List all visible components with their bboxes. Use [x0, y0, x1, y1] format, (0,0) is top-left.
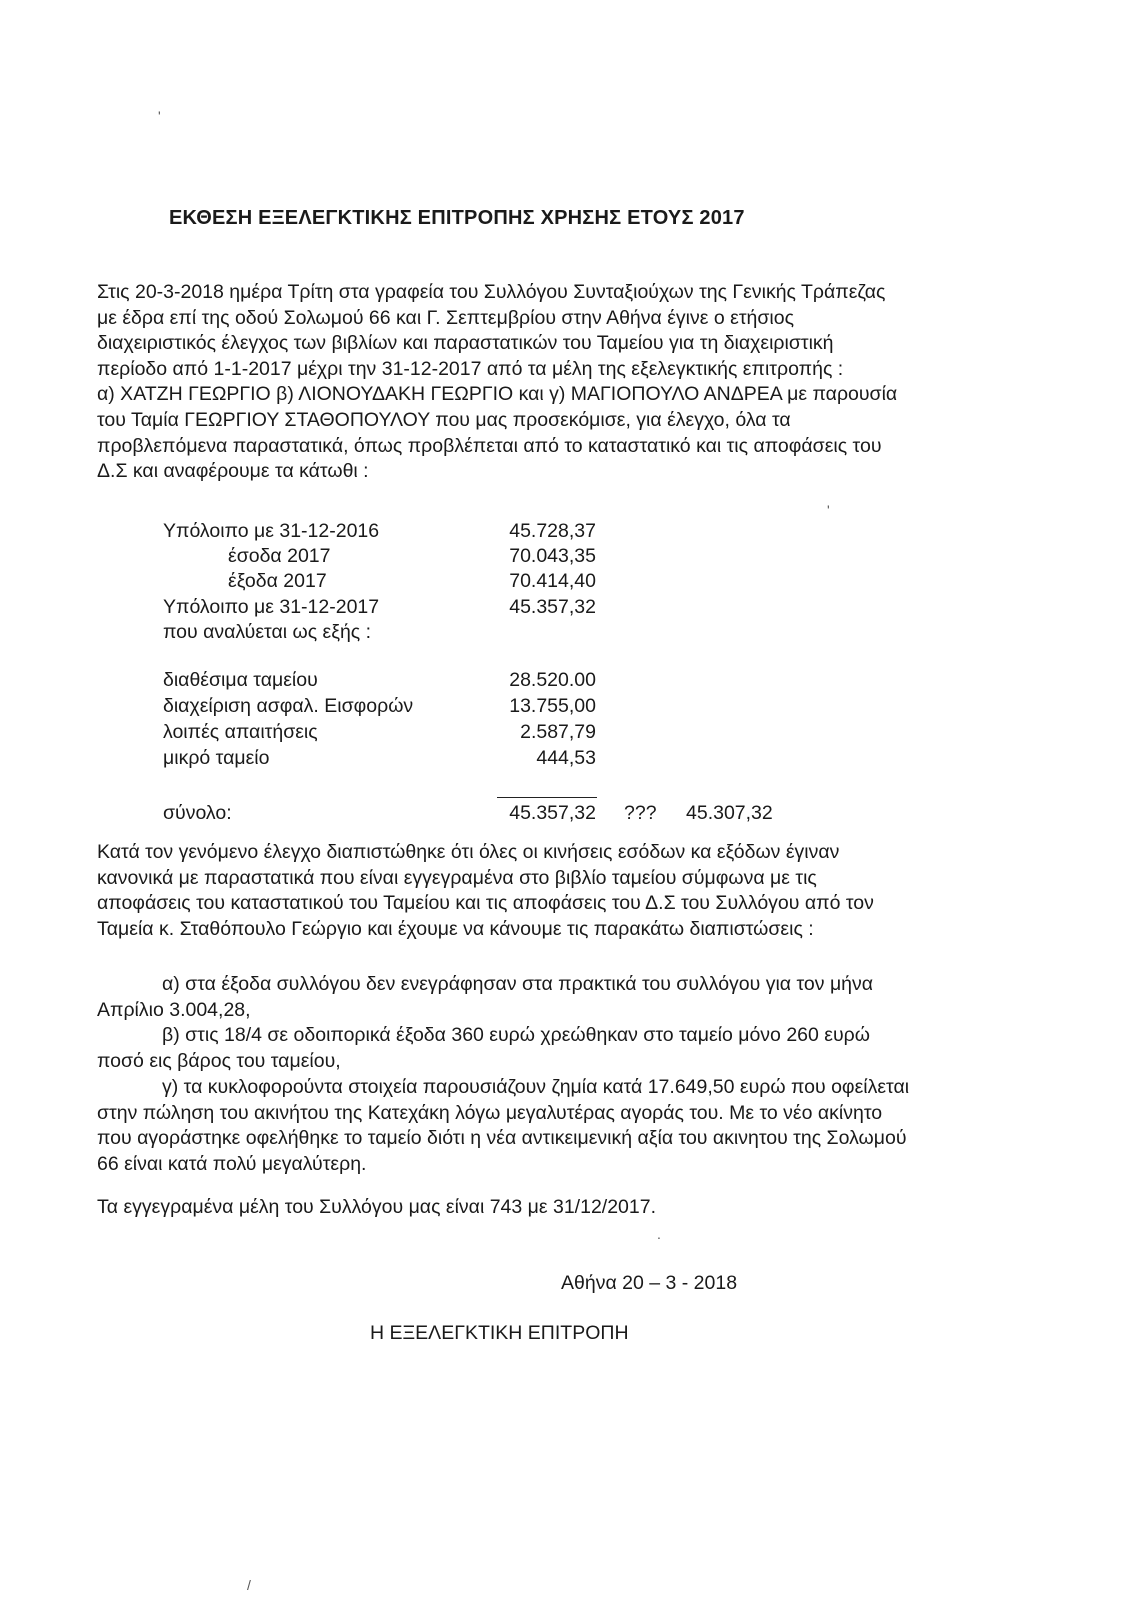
ledger-value: 45.357,32 [509, 596, 596, 618]
finding-line: ποσό εις βάρος του ταμείου, [97, 1049, 341, 1072]
document-title: ΕΚΘΕΣΗ ΕΞΕΛΕΓΚΤΙΚΗΣ ΕΠΙΤΡΟΠΗΣ ΧΡΗΣΗΣ ΕΤΟΥΣ 2017 [169, 207, 745, 229]
findings-line: αποφάσεις του καταστατικού του Ταμείου και τις αποφάσεις του Δ.Σ του Συλλόγου από τον [97, 892, 874, 915]
place-date: Αθήνα 20 – 3 - 2018 [561, 1272, 738, 1294]
ledger-total-value: 45.357,32 [509, 802, 596, 824]
intro-line: περίοδο από 1-1-2017 μέχρι την 31-12-2017 από τα μέλη της εξελεγκτικής επιτροπής : [97, 357, 844, 380]
intro-line: Στις 20-3-2018 ημέρα Τρίτη στα γραφεία του Συλλόγου Συνταξιούχων της Γενικής Τράπεζας [97, 281, 886, 303]
intro-paragraph [97, 280, 897, 485]
sum-divider [497, 797, 597, 798]
ledger-label: που αναλύεται ως εξής : [163, 621, 372, 643]
ledger-value: 45.728,37 [509, 520, 596, 542]
ledger-value: 2.587,79 [520, 721, 596, 743]
ledger-value: 13.755,00 [509, 695, 596, 717]
ledger-value: 70.043,35 [509, 545, 596, 567]
ledger-total-label: σύνολο: [163, 802, 232, 824]
question-marks: ??? [624, 802, 657, 824]
intro-line: προβλεπόμενα παραστατικά, όπως προβλέπεται από το καταστατικό και τις αποφάσεις του [97, 434, 882, 457]
scan-mark: ' [158, 108, 161, 124]
intro-line: Δ.Σ και αναφέρουμε τα κάτωθι : [97, 460, 369, 483]
finding-line: β) στις 18/4 σε οδοιπορικά έξοδα 360 ευρώ χρεώθηκαν στο ταμείο μόνο 260 ευρώ [162, 1024, 870, 1046]
alternative-total: 45.307,32 [686, 802, 773, 824]
intro-line: διαχειριστικός έλεγχος των βιβλίων και παραστατικών του Ταμείου για τη διαχειριστική [97, 332, 834, 355]
finding-line: που αγοράστηκε οφελήθηκε το ταμείο διότι η νέα αντικειμενική αξία του ακινητου της Σολωμού [97, 1127, 907, 1150]
finding-line: 66 είναι κατά πολύ μεγαλύτερη. [97, 1152, 367, 1175]
ledger-label: διαχείριση ασφαλ. Εισφορών [163, 695, 414, 717]
ledger-label: λοιπές απαιτήσεις [163, 721, 318, 743]
members-statement: Τα εγγεγραμένα μέλη του Συλλόγου μας είναι 743 με 31/12/2017. [97, 1196, 657, 1218]
ledger-label: Υπόλοιπο με 31-12-2017 [163, 596, 380, 618]
signature-committee: Η ΕΞΕΛΕΓΚΤΙΚΗ ΕΠΙΤΡΟΠΗ [370, 1322, 629, 1344]
finding-line: α) στα έξοδα συλλόγου δεν ενεγράφησαν στα πρακτικά του συλλόγου για τον μήνα [162, 973, 874, 995]
intro-line: με έδρα επί της οδού Σολωμού 66 και Γ. Σεπτεμβρίου στην Αθήνα έγινε ο ετήσιος [97, 306, 794, 329]
ledger-value: 70.414,40 [509, 570, 596, 592]
finding-item-a [97, 972, 873, 1023]
finding-line: Απρίλιο 3.004,28, [97, 998, 251, 1021]
findings-line: κανονικά με παραστατικά που είναι εγγεγραμένα στο βιβλίο ταμείου σύμφωνα με τις [97, 866, 817, 889]
scan-mark: . [657, 1226, 661, 1242]
findings-line: Ταμεία κ. Σταθόπουλο Γεώργιο και έχουμε να κάνουμε τις παρακάτω διαπιστώσεις : [97, 917, 814, 940]
finding-item-b [97, 1023, 870, 1074]
findings-line: Κατά τον γενόμενο έλεγχο διαπιστώθηκε ότι όλες οι κινήσεις εσόδων κα εξόδων έγιναν [97, 841, 840, 863]
finding-line: γ) τα κυκλοφορούντα στοιχεία παρουσιάζουν ζημία κατά 17.649,50 ευρώ που οφείλεται [162, 1076, 910, 1098]
ledger-label: έξοδα 2017 [228, 570, 327, 592]
finding-item-c [97, 1075, 909, 1177]
intro-line: του Ταμία ΓΕΩΡΓΙΟΥ ΣΤΑΘΟΠΟΥΛΟΥ που μας προσεκόμισε, για έλεγχο, όλα τα [97, 408, 791, 431]
ledger-label: διαθέσιμα ταμείου [163, 669, 318, 691]
ledger-label: μικρό ταμείο [163, 747, 270, 769]
scan-mark: / [247, 1577, 251, 1593]
finding-line: στην πώληση του ακινήτου της Κατεχάκη λόγω μεγαλυτέρας αγοράς του. Με το νέο ακίνητο [97, 1101, 883, 1124]
ledger-value: 28.520.00 [509, 669, 596, 691]
findings-paragraph [97, 840, 874, 942]
intro-line: α) ΧΑΤΖΗ ΓΕΩΡΓΙΟ β) ΛΙΟΝΟΥΔΑΚΗ ΓΕΩΡΓΙΟ και γ) ΜΑΓΙΟΠΟΥΛΟ ΑΝΔΡΕΑ με παρουσία [97, 383, 898, 406]
ledger-label: έσοδα 2017 [228, 545, 331, 567]
scan-mark: ' [827, 502, 830, 518]
ledger-label: Υπόλοιπο με 31-12-2016 [163, 520, 380, 542]
ledger-value: 444,53 [536, 747, 596, 769]
